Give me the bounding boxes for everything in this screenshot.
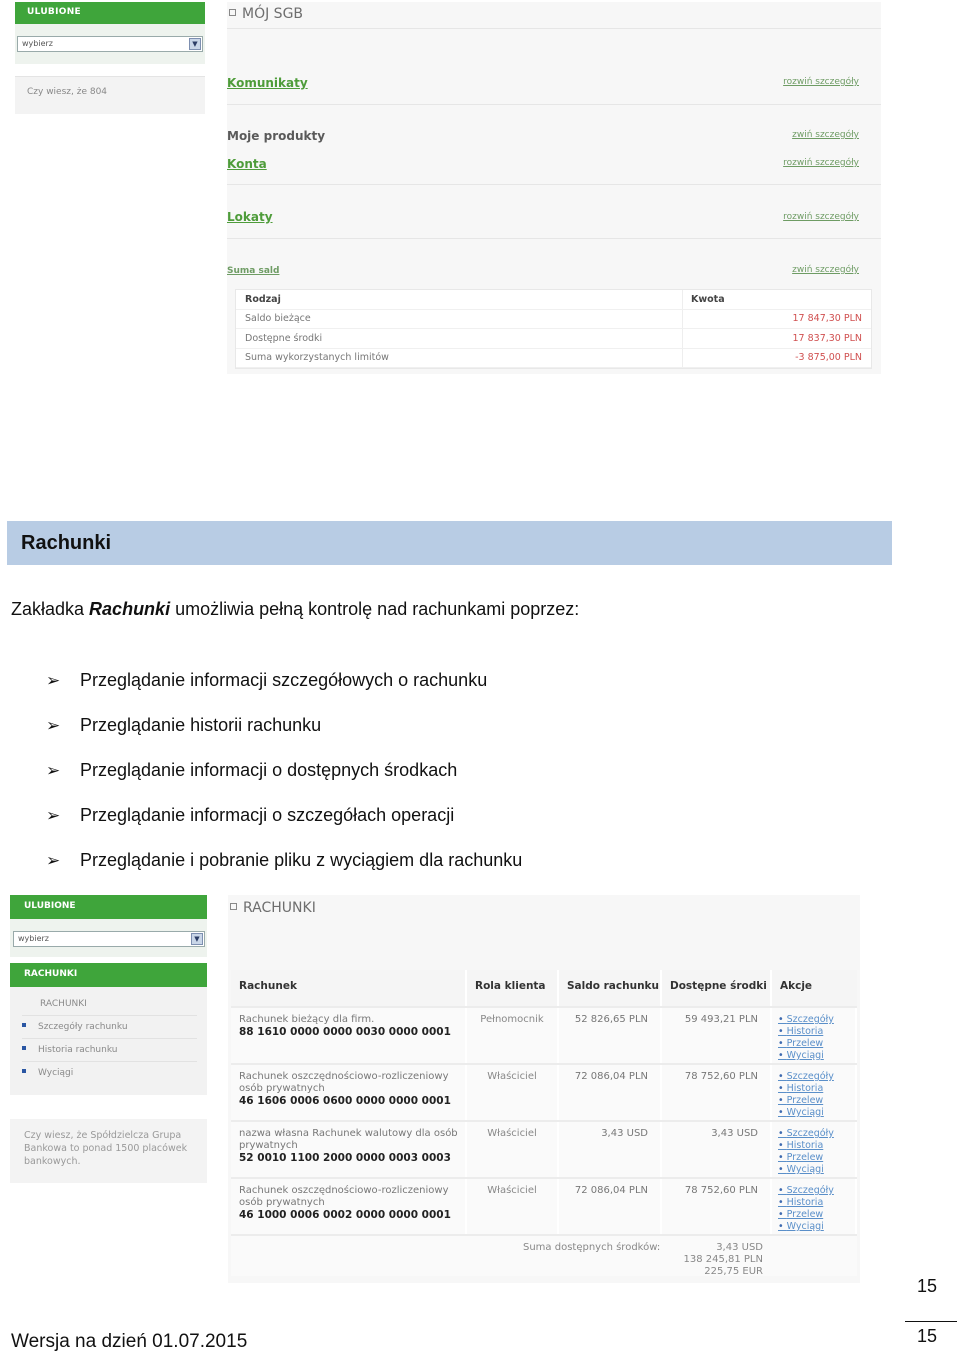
account-number: 88 1610 0000 0000 0030 0000 0001 bbox=[239, 1026, 451, 1038]
account-number: 46 1606 0006 0600 0000 0000 0001 bbox=[239, 1095, 451, 1107]
favorites-select-wrap bbox=[15, 24, 205, 64]
rachunki-sidebar bbox=[10, 895, 207, 1183]
menu-item-wyciagi[interactable] bbox=[22, 1062, 197, 1085]
saldo-cell: 52 826,65 PLN bbox=[559, 1008, 662, 1063]
role-cell: Właściciel bbox=[467, 1065, 559, 1120]
list-item-text: Przeglądanie i pobranie pliku z wyciągiem dla rachunku bbox=[80, 850, 523, 870]
tip-box: Czy wiesz, że Spółdzielcza Grupa Bankowa to ponad 1500 placówek bankowych. bbox=[10, 1119, 207, 1183]
account-desc: Rachunek bieżący dla firm. bbox=[239, 1014, 375, 1025]
arrow-bullet-icon: ➢ bbox=[46, 806, 61, 825]
rachunki-header: RACHUNKI bbox=[10, 963, 207, 987]
menu-item-label: Szczegóły rachunku bbox=[38, 1022, 128, 1032]
historia-link[interactable]: • Historia bbox=[778, 1026, 855, 1038]
favorites-select-value: wybierz bbox=[18, 934, 49, 943]
sum-label: Suma dostępnych środków: bbox=[523, 1242, 661, 1253]
actions-cell bbox=[772, 1122, 857, 1177]
saldo-cell: 72 086,04 PLN bbox=[559, 1065, 662, 1120]
list-item-text: Przeglądanie informacji szczegółowych o rachunku bbox=[80, 670, 488, 690]
sum-row bbox=[231, 1234, 857, 1276]
moj-sgb-screenshot bbox=[15, 2, 881, 374]
account-cell bbox=[231, 1179, 467, 1234]
divider bbox=[227, 238, 881, 239]
sum-value: 3,43 USD bbox=[716, 1242, 763, 1253]
page-title-text: MÓJ SGB bbox=[242, 6, 304, 22]
arrow-bullet-icon: ➢ bbox=[46, 851, 61, 870]
tip-box: Czy wiesz, że 804 bbox=[15, 76, 205, 114]
list-item bbox=[46, 670, 522, 715]
divider bbox=[227, 104, 881, 105]
table-row bbox=[231, 1063, 857, 1120]
sum-value: 225,75 EUR bbox=[704, 1266, 763, 1277]
table-row bbox=[236, 349, 871, 369]
bullet-icon bbox=[22, 1046, 26, 1050]
dostepne-cell: 3,43 USD bbox=[662, 1122, 772, 1177]
moj-sgb-panel bbox=[227, 2, 881, 374]
list-item bbox=[46, 805, 522, 850]
lokaty-link[interactable]: Lokaty bbox=[227, 210, 273, 224]
version-note: Wersja na dzień 01.07.2015 bbox=[11, 1331, 248, 1352]
page-title-text: RACHUNKI bbox=[243, 900, 316, 916]
actions-cell bbox=[772, 1008, 857, 1063]
actions-cell bbox=[772, 1065, 857, 1120]
favorites-header: ULUBIONE bbox=[10, 895, 207, 919]
intro-suffix: umożliwia pełną kontrolę nad rachunkami poprzez: bbox=[170, 599, 580, 619]
favorites-select[interactable] bbox=[13, 931, 205, 947]
table-header-row bbox=[236, 290, 871, 310]
rachunki-menu bbox=[10, 987, 207, 1095]
section-header bbox=[7, 521, 892, 565]
intro-bold: Rachunki bbox=[89, 599, 171, 619]
historia-link[interactable]: • Historia bbox=[778, 1140, 855, 1152]
dostepne-cell: 59 493,21 PLN bbox=[662, 1008, 772, 1063]
account-cell bbox=[231, 1122, 467, 1177]
przelew-link[interactable]: • Przelew bbox=[778, 1152, 855, 1164]
szczegoly-link[interactable]: • Szczegóły bbox=[778, 1071, 855, 1083]
header-dostepne: Dostępne środki bbox=[662, 970, 772, 1006]
chevron-down-icon[interactable]: ▼ bbox=[189, 38, 201, 50]
table-row bbox=[231, 1120, 857, 1177]
row-value: -3 875,00 PLN bbox=[795, 352, 862, 364]
menu-item-historia[interactable] bbox=[22, 1039, 197, 1062]
table-row bbox=[231, 1177, 857, 1234]
komunikaty-link[interactable]: Komunikaty bbox=[227, 76, 308, 90]
menu-item-rachunki[interactable]: RACHUNKI bbox=[22, 993, 197, 1016]
table-row bbox=[236, 310, 871, 330]
account-number: 46 1000 0006 0002 0000 0000 0001 bbox=[239, 1209, 451, 1221]
szczegoly-link[interactable]: • Szczegóły bbox=[778, 1014, 855, 1026]
favorites-sidebar bbox=[15, 2, 205, 114]
role-cell: Właściciel bbox=[467, 1179, 559, 1234]
wyciagi-link[interactable]: • Wyciągi bbox=[778, 1221, 855, 1233]
square-icon bbox=[230, 903, 237, 910]
dostepne-cell: 78 752,60 PLN bbox=[662, 1179, 772, 1234]
header-rodzaj: Rodzaj bbox=[236, 290, 683, 309]
menu-item-label: Wyciągi bbox=[38, 1068, 74, 1078]
intro-paragraph bbox=[11, 599, 579, 620]
section-title: Rachunki bbox=[21, 532, 112, 554]
szczegoly-link[interactable]: • Szczegóły bbox=[778, 1128, 855, 1140]
row-value: 17 837,30 PLN bbox=[792, 332, 862, 344]
przelew-link[interactable]: • Przelew bbox=[778, 1038, 855, 1050]
page-number: 15 bbox=[917, 1276, 938, 1296]
accounts-table bbox=[231, 970, 857, 1276]
suma-sald-label[interactable]: Suma sald bbox=[227, 266, 280, 276]
table-header-row bbox=[231, 970, 857, 1006]
bullet-icon bbox=[22, 1023, 26, 1027]
historia-link[interactable]: • Historia bbox=[778, 1197, 855, 1209]
row-label: Suma wykorzystanych limitów bbox=[236, 349, 683, 368]
account-cell bbox=[231, 1065, 467, 1120]
header-kwota: Kwota bbox=[691, 293, 725, 305]
rachunki-screenshot bbox=[10, 895, 860, 1283]
list-item bbox=[46, 715, 522, 760]
list-item bbox=[46, 850, 522, 895]
favorites-header: ULUBIONE bbox=[15, 2, 205, 24]
saldo-cell: 3,43 USD bbox=[559, 1122, 662, 1177]
rachunki-panel bbox=[228, 895, 860, 1283]
table-row bbox=[236, 329, 871, 349]
balance-table bbox=[235, 289, 872, 369]
table-row bbox=[231, 1006, 857, 1063]
header-akcje: Akcje bbox=[780, 980, 813, 992]
wyciagi-link[interactable]: • Wyciągi bbox=[778, 1107, 855, 1119]
favorites-select[interactable] bbox=[17, 36, 203, 52]
suma-sald-collapse-link[interactable]: zwiń szczegóły bbox=[792, 265, 859, 275]
moje-produkty-collapse-link[interactable]: zwiń szczegóły bbox=[792, 130, 859, 140]
list-item-text: Przeglądanie informacji o dostępnych środkach bbox=[80, 760, 458, 780]
arrow-bullet-icon: ➢ bbox=[46, 761, 61, 780]
row-value: 17 847,30 PLN bbox=[792, 313, 862, 325]
role-cell: Właściciel bbox=[467, 1122, 559, 1177]
feature-list bbox=[46, 670, 522, 895]
menu-item-szczegoly[interactable] bbox=[22, 1016, 197, 1039]
bullet-icon bbox=[22, 1069, 26, 1073]
historia-link[interactable]: • Historia bbox=[778, 1083, 855, 1095]
sum-value: 138 245,81 PLN bbox=[683, 1254, 763, 1265]
account-desc: Rachunek oszczędnościowo-rozliczeniowy osób prywatnych bbox=[239, 1071, 449, 1094]
list-item-text: Przeglądanie informacji o szczegółach operacji bbox=[80, 805, 455, 825]
footer-divider bbox=[905, 1321, 957, 1322]
square-icon bbox=[229, 9, 236, 16]
page-number-footer: 15 bbox=[917, 1326, 938, 1346]
role-cell: Pełnomocnik bbox=[467, 1008, 559, 1063]
chevron-down-icon[interactable]: ▼ bbox=[191, 933, 203, 945]
account-desc: nazwa własna Rachunek walutowy dla osób prywatnych bbox=[239, 1128, 458, 1151]
header-saldo: Saldo rachunku bbox=[559, 970, 662, 1006]
divider bbox=[227, 184, 881, 185]
account-desc: Rachunek oszczędnościowo-rozliczeniowy osób prywatnych bbox=[239, 1185, 449, 1208]
page-title bbox=[229, 6, 303, 22]
arrow-bullet-icon: ➢ bbox=[46, 716, 61, 735]
przelew-link[interactable]: • Przelew bbox=[778, 1095, 855, 1107]
konta-link[interactable]: Konta bbox=[227, 157, 267, 171]
favorites-select-wrap bbox=[10, 919, 207, 957]
list-item bbox=[46, 760, 522, 805]
row-label: Dostępne środki bbox=[236, 329, 683, 348]
list-item-text: Przeglądanie historii rachunku bbox=[80, 715, 322, 735]
actions-cell bbox=[772, 1179, 857, 1234]
komunikaty-expand-link[interactable]: rozwiń szczegóły bbox=[783, 77, 859, 87]
wyciagi-link[interactable]: • Wyciągi bbox=[778, 1050, 855, 1062]
menu-item-label: Historia rachunku bbox=[38, 1045, 118, 1055]
account-cell bbox=[231, 1008, 467, 1063]
intro-prefix: Zakładka bbox=[11, 599, 90, 619]
przelew-link[interactable]: • Przelew bbox=[778, 1209, 855, 1221]
saldo-cell: 72 086,04 PLN bbox=[559, 1179, 662, 1234]
lokaty-expand-link[interactable]: rozwiń szczegóły bbox=[783, 212, 859, 222]
konta-expand-link[interactable]: rozwiń szczegóły bbox=[783, 158, 859, 168]
page-title bbox=[230, 900, 316, 916]
wyciagi-link[interactable]: • Wyciągi bbox=[778, 1164, 855, 1176]
dostepne-cell: 78 752,60 PLN bbox=[662, 1065, 772, 1120]
header-rola: Rola klienta bbox=[467, 970, 559, 1006]
header-rachunek: Rachunek bbox=[231, 970, 467, 1006]
arrow-bullet-icon: ➢ bbox=[46, 671, 61, 690]
favorites-select-value: wybierz bbox=[22, 39, 53, 48]
row-label: Saldo bieżące bbox=[236, 310, 683, 329]
divider bbox=[227, 28, 881, 29]
account-number: 52 0010 1100 2000 0000 0003 0003 bbox=[239, 1152, 451, 1164]
szczegoly-link[interactable]: • Szczegóły bbox=[778, 1185, 855, 1197]
moje-produkty-heading: Moje produkty bbox=[227, 129, 326, 143]
